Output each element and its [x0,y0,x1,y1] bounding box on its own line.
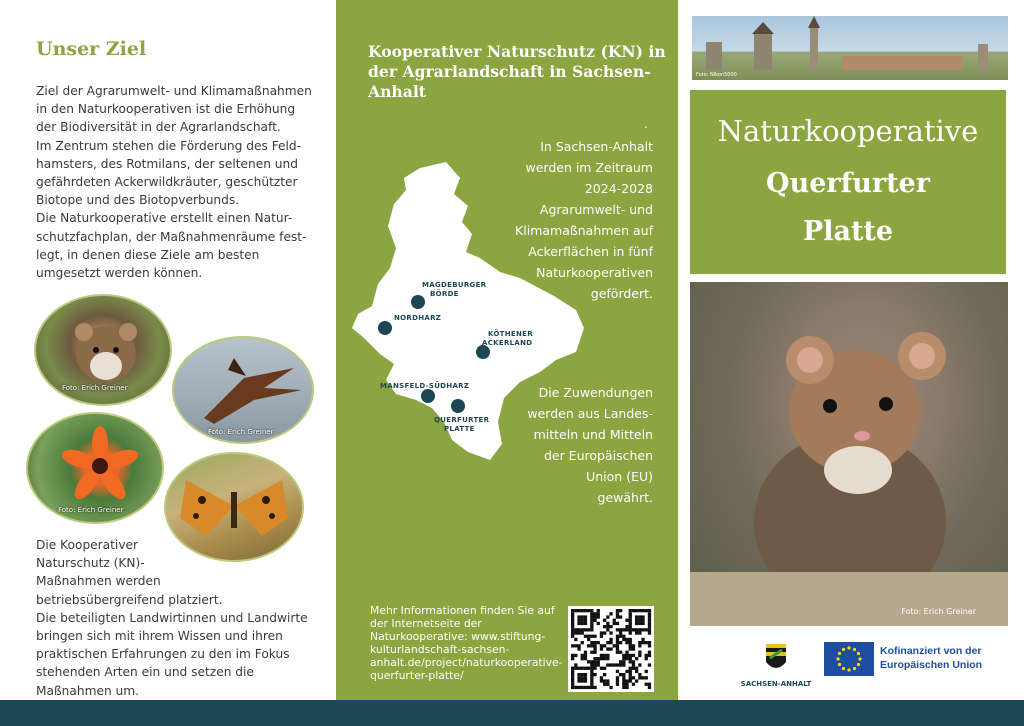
decorative-dot: . [644,117,648,131]
marker-magdeburger-boerde [411,295,425,309]
red-kite-illustration [174,338,312,442]
marker-koethener-ackerland [476,345,490,359]
coat-of-arms-icon [734,640,818,678]
town-skyline-photo [692,16,1008,80]
label-mansfeld: MANSFELD-SÜDHARZ [380,382,470,390]
label-querfurter-1: QUERFURTER [434,416,490,424]
label-magdeburger-1: MAGDEBURGER [422,281,487,289]
marker-nordharz [378,321,392,335]
label-nordharz: NORDHARZ [394,314,442,322]
cover-title-line-2: Querfurter [766,168,930,199]
label-querfurter-2: PLATTE [444,425,475,433]
sachsen-anhalt-logo [734,640,818,688]
heading-unser-ziel: Unser Ziel [36,38,147,60]
photo-credit: Foto: Erich Greiner [208,428,274,436]
footer-band [0,700,1024,726]
photo-credit: Foto: Erich Greiner [58,506,124,514]
intro-paragraph: Ziel der Agrarumwelt- und Klimamaßnahmen in den Naturkooperativen ist die Erhöhung der Biodiversität in der Agrarlandschaft. Im Zentrum stehen die Förderung des Feld- hamsters, des Rotmilans, der seltenen und gefährdeten Ackerwildkräuter, geschützter Biotope und des Biotopverbunds. Die Naturkooperative erstellt einen Natur- schutzfachplan, der Maßnahmenräume fest- legt, in denen diese Ziele am besten umgesetzt werden können. [36,84,312,281]
photo-credit: Foto: Erich Greiner [901,607,976,616]
qr-code[interactable] [568,606,654,692]
photo-credit: Foto: Erich Greiner [62,384,128,392]
hamster-photo [34,294,172,406]
more-info-text: Mehr Informationen finden Sie auf der Internetseite der Naturkooperative: www.stiftung-kulturlandschaft-sachsen-anhalt.de/project/naturkooperative-querfurter-platte/ [370,604,563,682]
cover-title-line-3: Platte [802,216,894,247]
eu-cofunding-text: Kofinanziert von der Europäischen Union [880,645,983,671]
label-koethener-1: KÖTHENER [488,330,533,338]
sachsen-anhalt-logo-text: SACHSEN-ANHALT [740,680,812,688]
eu-flag-icon [824,642,874,676]
hamster-cover-photo [690,282,1008,626]
red-kite-photo [172,336,314,444]
hamster-cover-illustration [690,282,1008,626]
adonis-flower-photo [26,412,164,524]
qr-code-pattern [568,606,654,692]
cover-title-box [690,90,1006,274]
funding-period-text: In Sachsen-Anhalt werden im Zeitraum 2024-2028 Agrarumwelt- und Klimamaßnahmen auf Ackerflächen in fünf Naturkooperativen gefördert. [515,139,653,301]
label-koethener-2: ACKERLAND [482,339,533,347]
funding-source-text: Die Zuwendungen werden aus Landes- mitteln und Mitteln der Europäischen Union (EU) gewährt. [527,385,653,505]
outro-paragraph: Die Kooperativer Naturschutz (KN)- Maßnahmen werden betriebsübergreifend platziert. Die beteiligten Landwirtinnen und Landwirte bringen sich mit ihrem Wissen und ihren praktischen Erfahrungen zu den im Fokus stehenden Arten ein und setzen die Maßnahmen um. [36,538,308,698]
middle-panel [336,0,678,700]
left-panel [0,0,336,700]
middle-title: Kooperativer Naturschutz (KN) in der Agrarlandschaft in Sachsen-Anhalt [368,42,666,101]
marker-mansfeld-suedharz [421,389,435,403]
cover-title-line-1: Naturkooperative [717,114,979,148]
label-magdeburger-2: BÖRDE [430,290,459,298]
right-panel [678,0,1024,700]
photo-credit: Foto: Nikon5000 [696,72,737,78]
town-skyline-illustration [692,16,1008,80]
